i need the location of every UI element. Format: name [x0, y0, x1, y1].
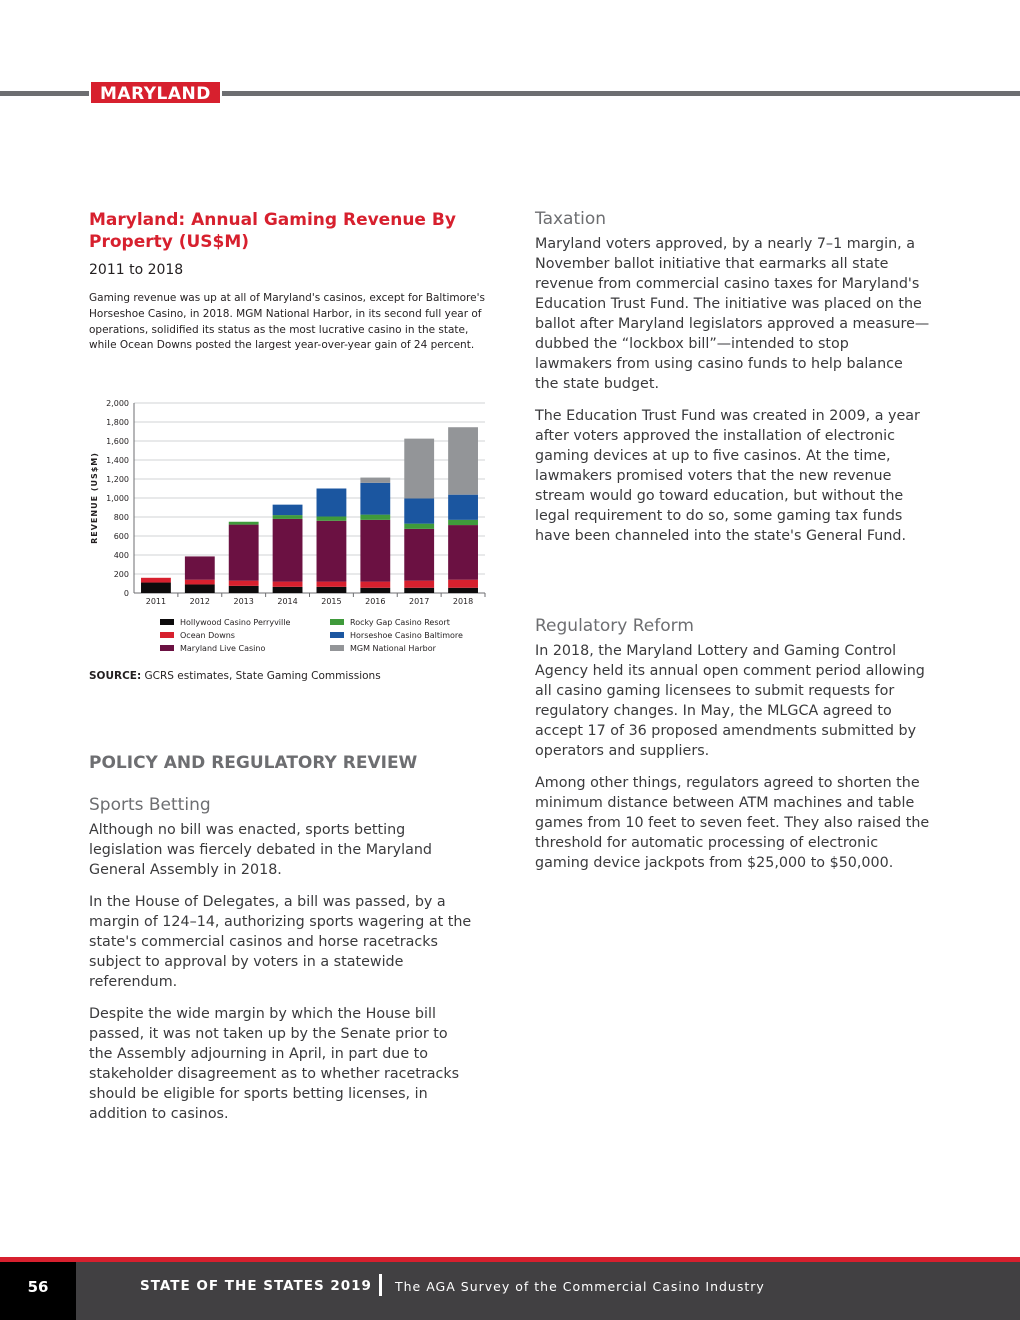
y-tick-label: 0: [123, 589, 129, 598]
taxation-heading: Taxation: [535, 209, 607, 229]
bar-segment: [317, 521, 347, 582]
y-tick-label: 400: [113, 551, 129, 560]
bar-segment: [273, 505, 303, 515]
state-label: MARYLAND: [89, 80, 222, 105]
bar-segment: [141, 578, 171, 583]
bar-segment: [448, 525, 478, 580]
y-tick-label: 1,600: [106, 437, 129, 446]
legend-swatch: [330, 619, 344, 625]
bar-segment: [448, 495, 478, 520]
y-tick-label: 200: [113, 570, 129, 579]
page-number: 56: [0, 1262, 76, 1320]
x-tick-label: 2016: [365, 597, 386, 606]
footer-divider: [379, 1274, 382, 1296]
bar-segment: [360, 588, 390, 593]
paragraph: In the House of Delegates, a bill was passed, by a margin of 124–14, authorizing sports wagering at the state's commercial casinos and horse racetracks subject to approval by voters in a statewide referendum.: [89, 894, 472, 990]
legend-swatch: [330, 645, 344, 651]
bar-segment: [360, 478, 390, 483]
legend-swatch: [160, 645, 174, 651]
bar-segment: [448, 588, 478, 593]
paragraph: Among other things, regulators agreed to shorten the minimum distance between ATM machines and table games from 10 feet to seven feet. They also raised the threshold for automatic processing of electronic gaming device jackpots from $25,000 to $50,000.: [535, 775, 930, 871]
bar-segment: [404, 524, 434, 529]
y-tick-label: 1,400: [106, 456, 129, 465]
bar-segment: [185, 584, 215, 593]
paragraph: Maryland voters approved, by a nearly 7–1 margin, a November ballot initiative that earmarks all state revenue from commercial casino taxes for Maryland's Education Trust Fund. The initiative was placed on the ballot after Maryland legislators approved a measure—dubbed the “lockbox bill”—intended to stop lawmakers from using casino funds to help balance the state budget.: [535, 236, 930, 392]
legend-label: Horseshoe Casino Baltimore: [350, 630, 463, 640]
bar-segment: [273, 515, 303, 519]
bar-segment: [229, 525, 259, 581]
x-tick-label: 2018: [452, 597, 474, 606]
paragraph: Despite the wide margin by which the House bill passed, it was not taken up by the Senate prior to the Assembly adjourning in April, in part due to stakeholder disagreement as to whether racetracks should be eligible for sports betting licenses, in addition to casinos.: [89, 1006, 460, 1122]
bar-segment: [360, 582, 390, 588]
legend-label: Ocean Downs: [180, 630, 235, 640]
revenue-chart: [85, 395, 495, 610]
legend-label: Hollywood Casino Perryville: [180, 617, 291, 627]
x-tick-label: 2017: [409, 597, 430, 606]
bar-segment: [404, 588, 434, 593]
bar-segment: [448, 520, 478, 525]
legend-swatch: [160, 619, 174, 625]
bar-segment: [404, 581, 434, 588]
legend-item: [160, 643, 330, 653]
paragraph: Although no bill was enacted, sports betting legislation was fiercely debated in the Maryland General Assembly in 2018.: [89, 822, 432, 878]
legend-item: [330, 617, 480, 627]
y-tick-label: 1,200: [106, 475, 129, 484]
bar-segment: [185, 580, 215, 585]
bar-segment: [317, 587, 347, 593]
bar-segment: [360, 515, 390, 520]
chart-subtitle: 2011 to 2018: [89, 262, 184, 278]
legend-item: [330, 630, 480, 640]
bar-segment: [229, 581, 259, 586]
bar-segment: [360, 483, 390, 515]
chart-legend: [160, 617, 480, 653]
y-tick-label: 600: [113, 532, 129, 541]
y-axis-label: REVENUE (US$M): [90, 452, 99, 544]
bar-segment: [360, 520, 390, 582]
bar-segment: [185, 556, 215, 579]
bar-segment: [229, 522, 259, 525]
section-heading: POLICY AND REGULATORY REVIEW: [89, 753, 418, 773]
legend-label: Rocky Gap Casino Resort: [350, 617, 450, 627]
legend-swatch: [160, 632, 174, 638]
paragraph: The Education Trust Fund was created in 2009, a year after voters approved the installation of electronic gaming devices at up to five casinos. At the time, lawmakers promised voters that the new revenue stream would go toward education, but without the legal requirement to do so, some gaming tax funds have been channeled into the state's General Fund.: [535, 408, 920, 544]
bar-segment: [317, 489, 347, 517]
legend-item: [160, 630, 330, 640]
y-tick-label: 2,000: [106, 399, 129, 408]
y-tick-label: 1,800: [106, 418, 129, 427]
x-tick-label: 2015: [321, 597, 342, 606]
y-tick-label: 1,000: [106, 494, 129, 503]
bar-segment: [273, 582, 303, 587]
sports-heading: Sports Betting: [89, 795, 211, 815]
bar-segment: [141, 583, 171, 593]
footer-title: STATE OF THE STATES 2019: [140, 1278, 372, 1294]
bar-segment: [317, 582, 347, 587]
legend-label: MGM National Harbor: [350, 643, 436, 653]
regulatory-heading: Regulatory Reform: [535, 616, 694, 636]
legend-item: [160, 617, 330, 627]
bar-segment: [273, 587, 303, 593]
chart-description: Gaming revenue was up at all of Maryland's casinos, except for Baltimore's Horseshoe Casino, in 2018. MGM National Harbor, in its second full year of operations, solidified its status as the most lucrative casino in the state, while Ocean Downs posted the largest year-over-year gain of 24 percent.: [89, 292, 485, 352]
legend-label: Maryland Live Casino: [180, 643, 266, 653]
bar-segment: [273, 519, 303, 582]
legend-item: [330, 643, 480, 653]
bar-segment: [404, 529, 434, 581]
bar-segment: [404, 498, 434, 523]
x-tick-label: 2012: [189, 597, 210, 606]
footer: [0, 1262, 1020, 1320]
source-text: GCRS estimates, State Gaming Commissions: [141, 670, 381, 682]
source-label: SOURCE:: [89, 670, 142, 682]
bar-segment: [317, 517, 347, 521]
y-tick-label: 800: [113, 513, 129, 522]
paragraph: In 2018, the Maryland Lottery and Gaming Control Agency held its annual open comment period allowing all casino gaming licensees to submit requests for regulatory changes. In May, the MLGCA agreed to accept 17 of 36 proposed amendments submitted by operators and suppliers.: [535, 643, 925, 759]
x-tick-label: 2013: [233, 597, 254, 606]
bar-segment: [229, 586, 259, 593]
legend-swatch: [330, 632, 344, 638]
bar-segment: [448, 580, 478, 588]
bar-segment: [448, 427, 478, 494]
chart-source: [89, 670, 381, 682]
bar-segment: [404, 439, 434, 499]
chart-title: Maryland: Annual Gaming Revenue By Property (US$M): [89, 210, 456, 252]
x-tick-label: 2011: [145, 597, 167, 606]
x-tick-label: 2014: [277, 597, 298, 606]
footer-subtitle: The AGA Survey of the Commercial Casino Industry: [395, 1279, 765, 1294]
